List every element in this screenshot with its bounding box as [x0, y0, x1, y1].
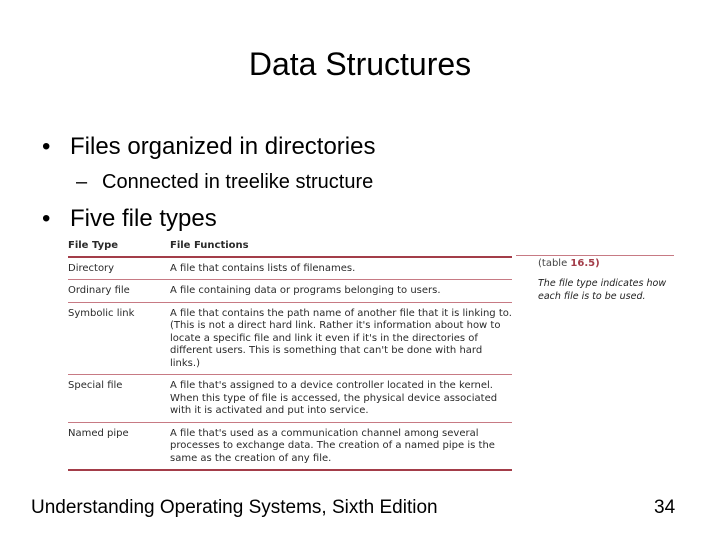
table-row	[68, 303, 512, 376]
cell-function: A file that's assigned to a device controller located in the kernel. When this type of file is accessed, the physical device associated with it is activated and put into service.	[170, 380, 498, 416]
cell-function: A file that's used as a communication channel among several processes to exchange data. The creation of a named pipe is the same as the creation of any file.	[170, 427, 495, 464]
header-file-type: File Type	[68, 240, 119, 251]
cell-type: Special file	[68, 380, 123, 391]
table-tag-prefix: (table	[538, 258, 568, 269]
cell-function: A file containing data or programs belonging to users.	[170, 285, 441, 296]
cell-type: Named pipe	[68, 427, 129, 439]
footer-book-title: Understanding Operating Systems, Sixth Edition	[31, 497, 438, 518]
cell-function: A file that contains lists of filenames.	[170, 262, 356, 274]
bullet-text: Five file types	[70, 205, 217, 232]
table-header	[68, 240, 512, 258]
table-row	[68, 280, 512, 303]
table-row	[68, 258, 512, 281]
sub-bullet-glyph: –	[76, 171, 88, 193]
file-types-table	[68, 240, 512, 471]
header-file-functions: File Functions	[170, 240, 249, 251]
cell-type: Ordinary file	[68, 285, 130, 296]
table-caption: The file type indicates how each file is to be used.	[538, 278, 667, 302]
table-tag-number: 16.5)	[570, 258, 600, 269]
slide-title: Data Structures	[248, 46, 472, 82]
table-row	[68, 423, 512, 472]
bullet-text: Files organized in directories	[70, 133, 376, 160]
table-row	[68, 375, 512, 423]
cell-type: Directory	[68, 262, 115, 274]
cell-function: A file that contains the path name of another file that it is linking to. (This is not a direct hard link. Rather it's information about how to locate a specific file and link it even if it's in the directories of different users. This is something that can't be done with hard links.)	[170, 307, 512, 369]
bullet-glyph: •	[42, 133, 51, 160]
cell-type: Symbolic link	[68, 307, 135, 319]
sub-bullet-text: Connected in treelike structure	[102, 171, 374, 193]
footer-page-number: 34	[654, 497, 676, 518]
caption-divider	[516, 255, 674, 256]
table-number	[538, 258, 600, 269]
bullet-glyph: •	[42, 205, 51, 232]
